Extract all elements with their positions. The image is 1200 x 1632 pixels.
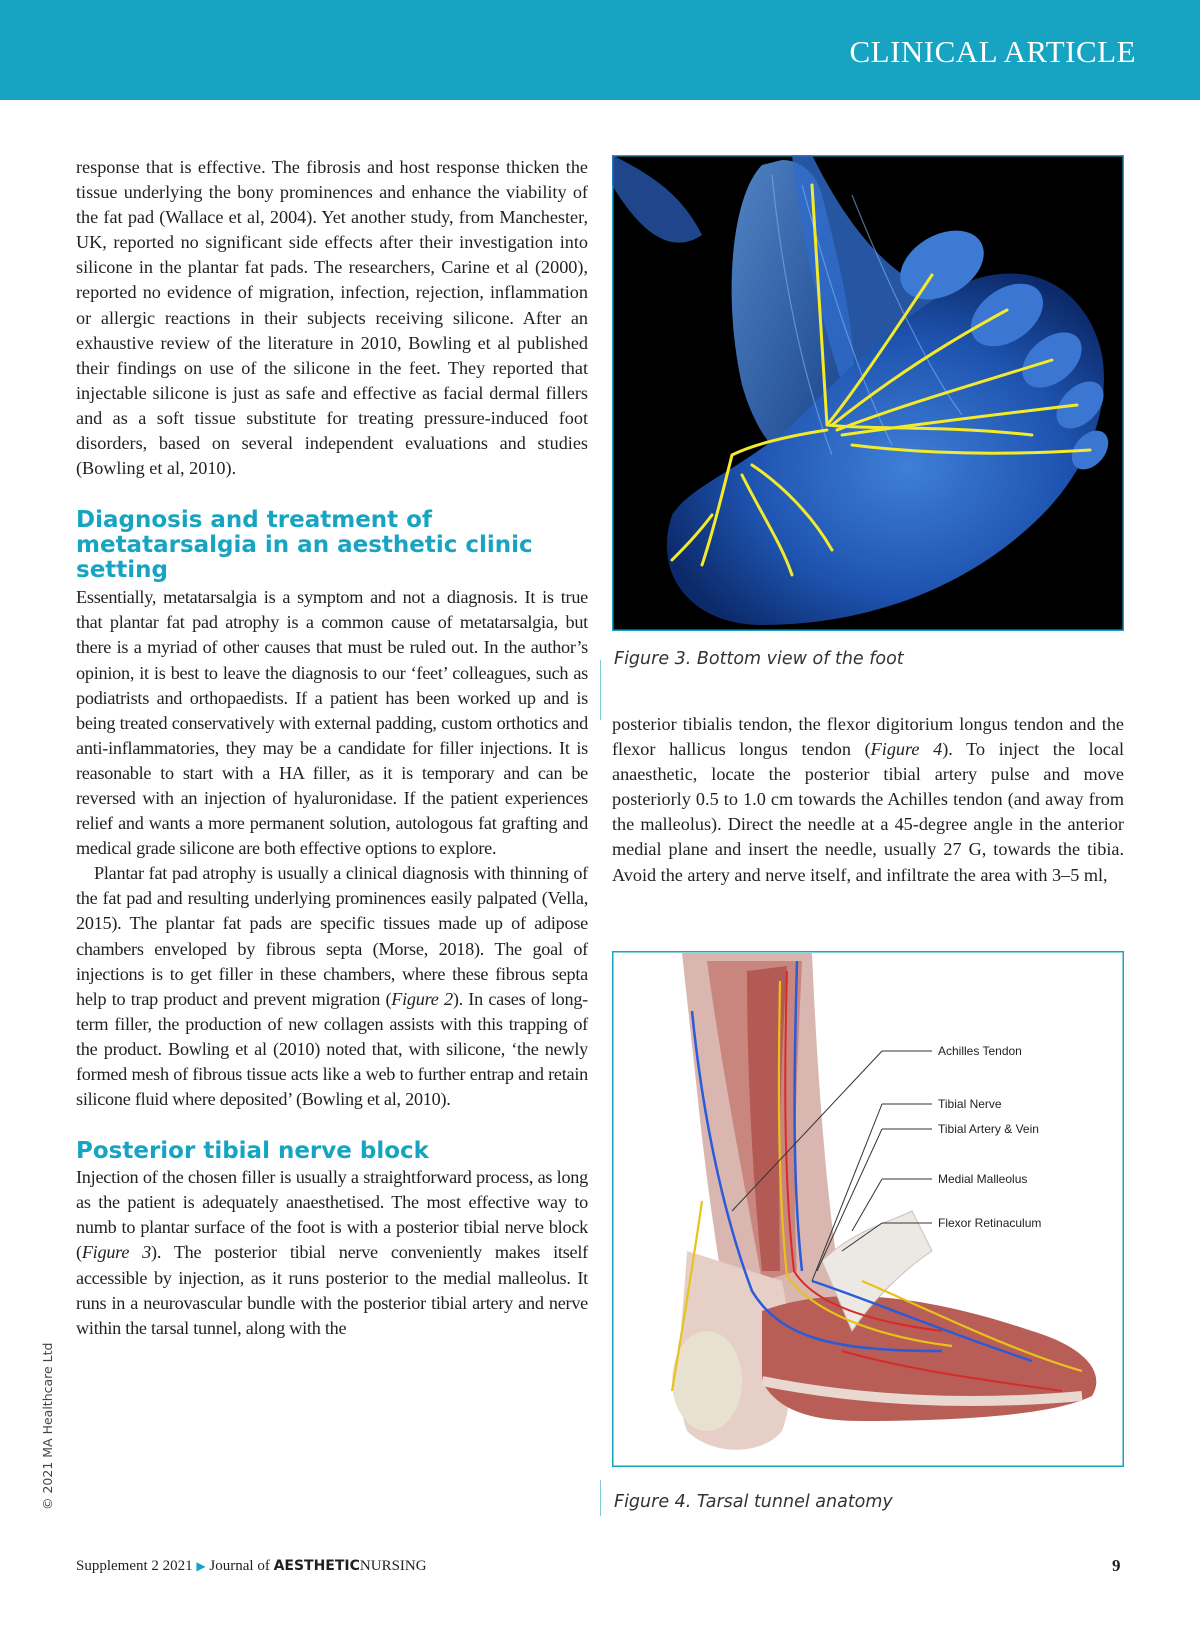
triangle-icon: ▶ — [196, 1559, 206, 1573]
journal-name-strong: AESTHETIC — [273, 1558, 360, 1574]
figure-ref: Figure 4 — [870, 739, 943, 760]
left-column — [76, 155, 588, 1341]
intro-paragraph: response that is effective. The fibrosis and host response thicken the tissue underlying the bony prominences and enhance the viability of the fat pad (Wallace et al, 2004). Yet another study, from Manchester, UK, reported no significant side effects after their investigation into silicone in the plantar fat pads. The researchers, Carine et al (2000), reported no evidence of migration, infection, rejection, inflammation or allergic reactions in their subjects receiving silicone. After an exhaustive review of the literature in 2010, Bowling et al published their findings on use of the silicone in the feet. They reported that injectable silicone is just as safe and effective as facial dermal fillers and as a soft tissue substitute for treating pressure-induced foot disorders, based on several independent evaluations and studies (Bowling et al, 2010). — [76, 157, 588, 479]
section-label: CLINICAL ARTICLE — [849, 34, 1136, 69]
continuation-paragraph: posterior tibialis tendon, the flexor digitorium longus tendon and the flexor hallicus longus tendon (Figure 4). To inject the local anaesthetic, locate the posterior tibial artery pulse and move posteriorly 0.5 to 1.0 cm towards the Achilles tendon (and away from the malleolus). Direct the needle at a 45-degree angle in the anterior medial plane and insert the needle, usually 27 G, towards the tibia. Avoid the artery and nerve itself, and infiltrate the area with 3–5 ml, — [612, 714, 1125, 885]
label-tibial-artery-vein: Tibial Artery & Vein — [938, 1122, 1039, 1136]
column-divider — [600, 1480, 601, 1516]
figure-ref: Figure 2 — [391, 988, 453, 1009]
footer — [76, 1558, 427, 1575]
journal-prefix: Journal of — [209, 1558, 270, 1574]
figure-4-tarsal-tunnel-illustration — [612, 951, 1124, 1467]
copyright-notice: © 2021 MA Healthcare Ltd — [40, 1342, 55, 1510]
label-tibial-nerve: Tibial Nerve — [938, 1097, 1002, 1111]
figure-4-caption: Figure 4. Tarsal tunnel anatomy — [614, 1492, 893, 1512]
figure-3-foot-illustration — [612, 155, 1124, 631]
supplement-label: Supplement 2 2021 — [76, 1558, 193, 1574]
heading-nerve-block: Posterior tibial nerve block — [76, 1138, 429, 1165]
diagnosis-paragraph-1: Essentially, metatarsalgia is a symptom and not a diagnosis. It is true that plantar fat pad atrophy is a common cause of metatarsalgia, but there is a myriad of other causes that must be ruled out. In the author’s opinion, it is best to leave the diagnosis to our ‘feet’ colleagues, such as podiatrists and orthopaedists. If a patient has been worked up and is being treated conservatively with external padding, custom orthotics and anti-inflammatories, they may be a candidate for filler injections. It is reasonable to start with a HA filler, as it is temporary and can be reversed with an injection of hyaluronidase. If the patient experiences relief and wants a more permanent solution, autologous fat grafting and medical grade silicone are both effective options to explore. — [76, 587, 588, 859]
column-divider — [600, 660, 601, 720]
diagnosis-paragraph-2: Plantar fat pad atrophy is usually a clinical diagnosis with thinning of the fat pad and resulting underlying prominences easily palpated (Vella, 2015). The plantar fat pads are specific tissues made up of adipose chambers enveloped by fibrous septa (Morse, 2018). The goal of injections is to get filler in these chambers, where these fibrous septa help to trap product and prevent migration (Figure 2). In cases of long-term filler, the production of new collagen assists with this trapping of the product. Bowling et al (2010) noted that, with silicone, ‘the newly formed mesh of fibrous tissue acts like a web to further entrap and retain silicone fluid where deposited’ (Bowling et al, 2010). — [76, 863, 588, 1110]
nerve-block-paragraph: Injection of the chosen filler is usually a straightforward process, as long as the patient is adequately anaesthetised. The most effective way to numb to plantar surface of the foot is with a posterior tibial nerve block (Figure 3). The posterior tibial nerve conveniently makes itself accessible by injection, as it runs posterior to the medial malleolus. It runs in a neurovascular bundle with the posterior tibial artery and nerve within the tarsal tunnel, along with the — [76, 1167, 588, 1338]
heading-diagnosis: Diagnosis and treatment of metatarsalgia in an aesthetic clinic setting — [76, 507, 533, 584]
label-flexor-retinaculum: Flexor Retinaculum — [938, 1216, 1042, 1230]
journal-name-suffix: NURSING — [359, 1558, 427, 1574]
figure-3-caption: Figure 3. Bottom view of the foot — [614, 649, 904, 669]
figure-ref: Figure 3 — [81, 1242, 152, 1263]
page-number: 9 — [1112, 1556, 1121, 1575]
label-achilles-tendon: Achilles Tendon — [938, 1044, 1022, 1058]
label-medial-malleolus: Medial Malleolus — [938, 1172, 1028, 1186]
